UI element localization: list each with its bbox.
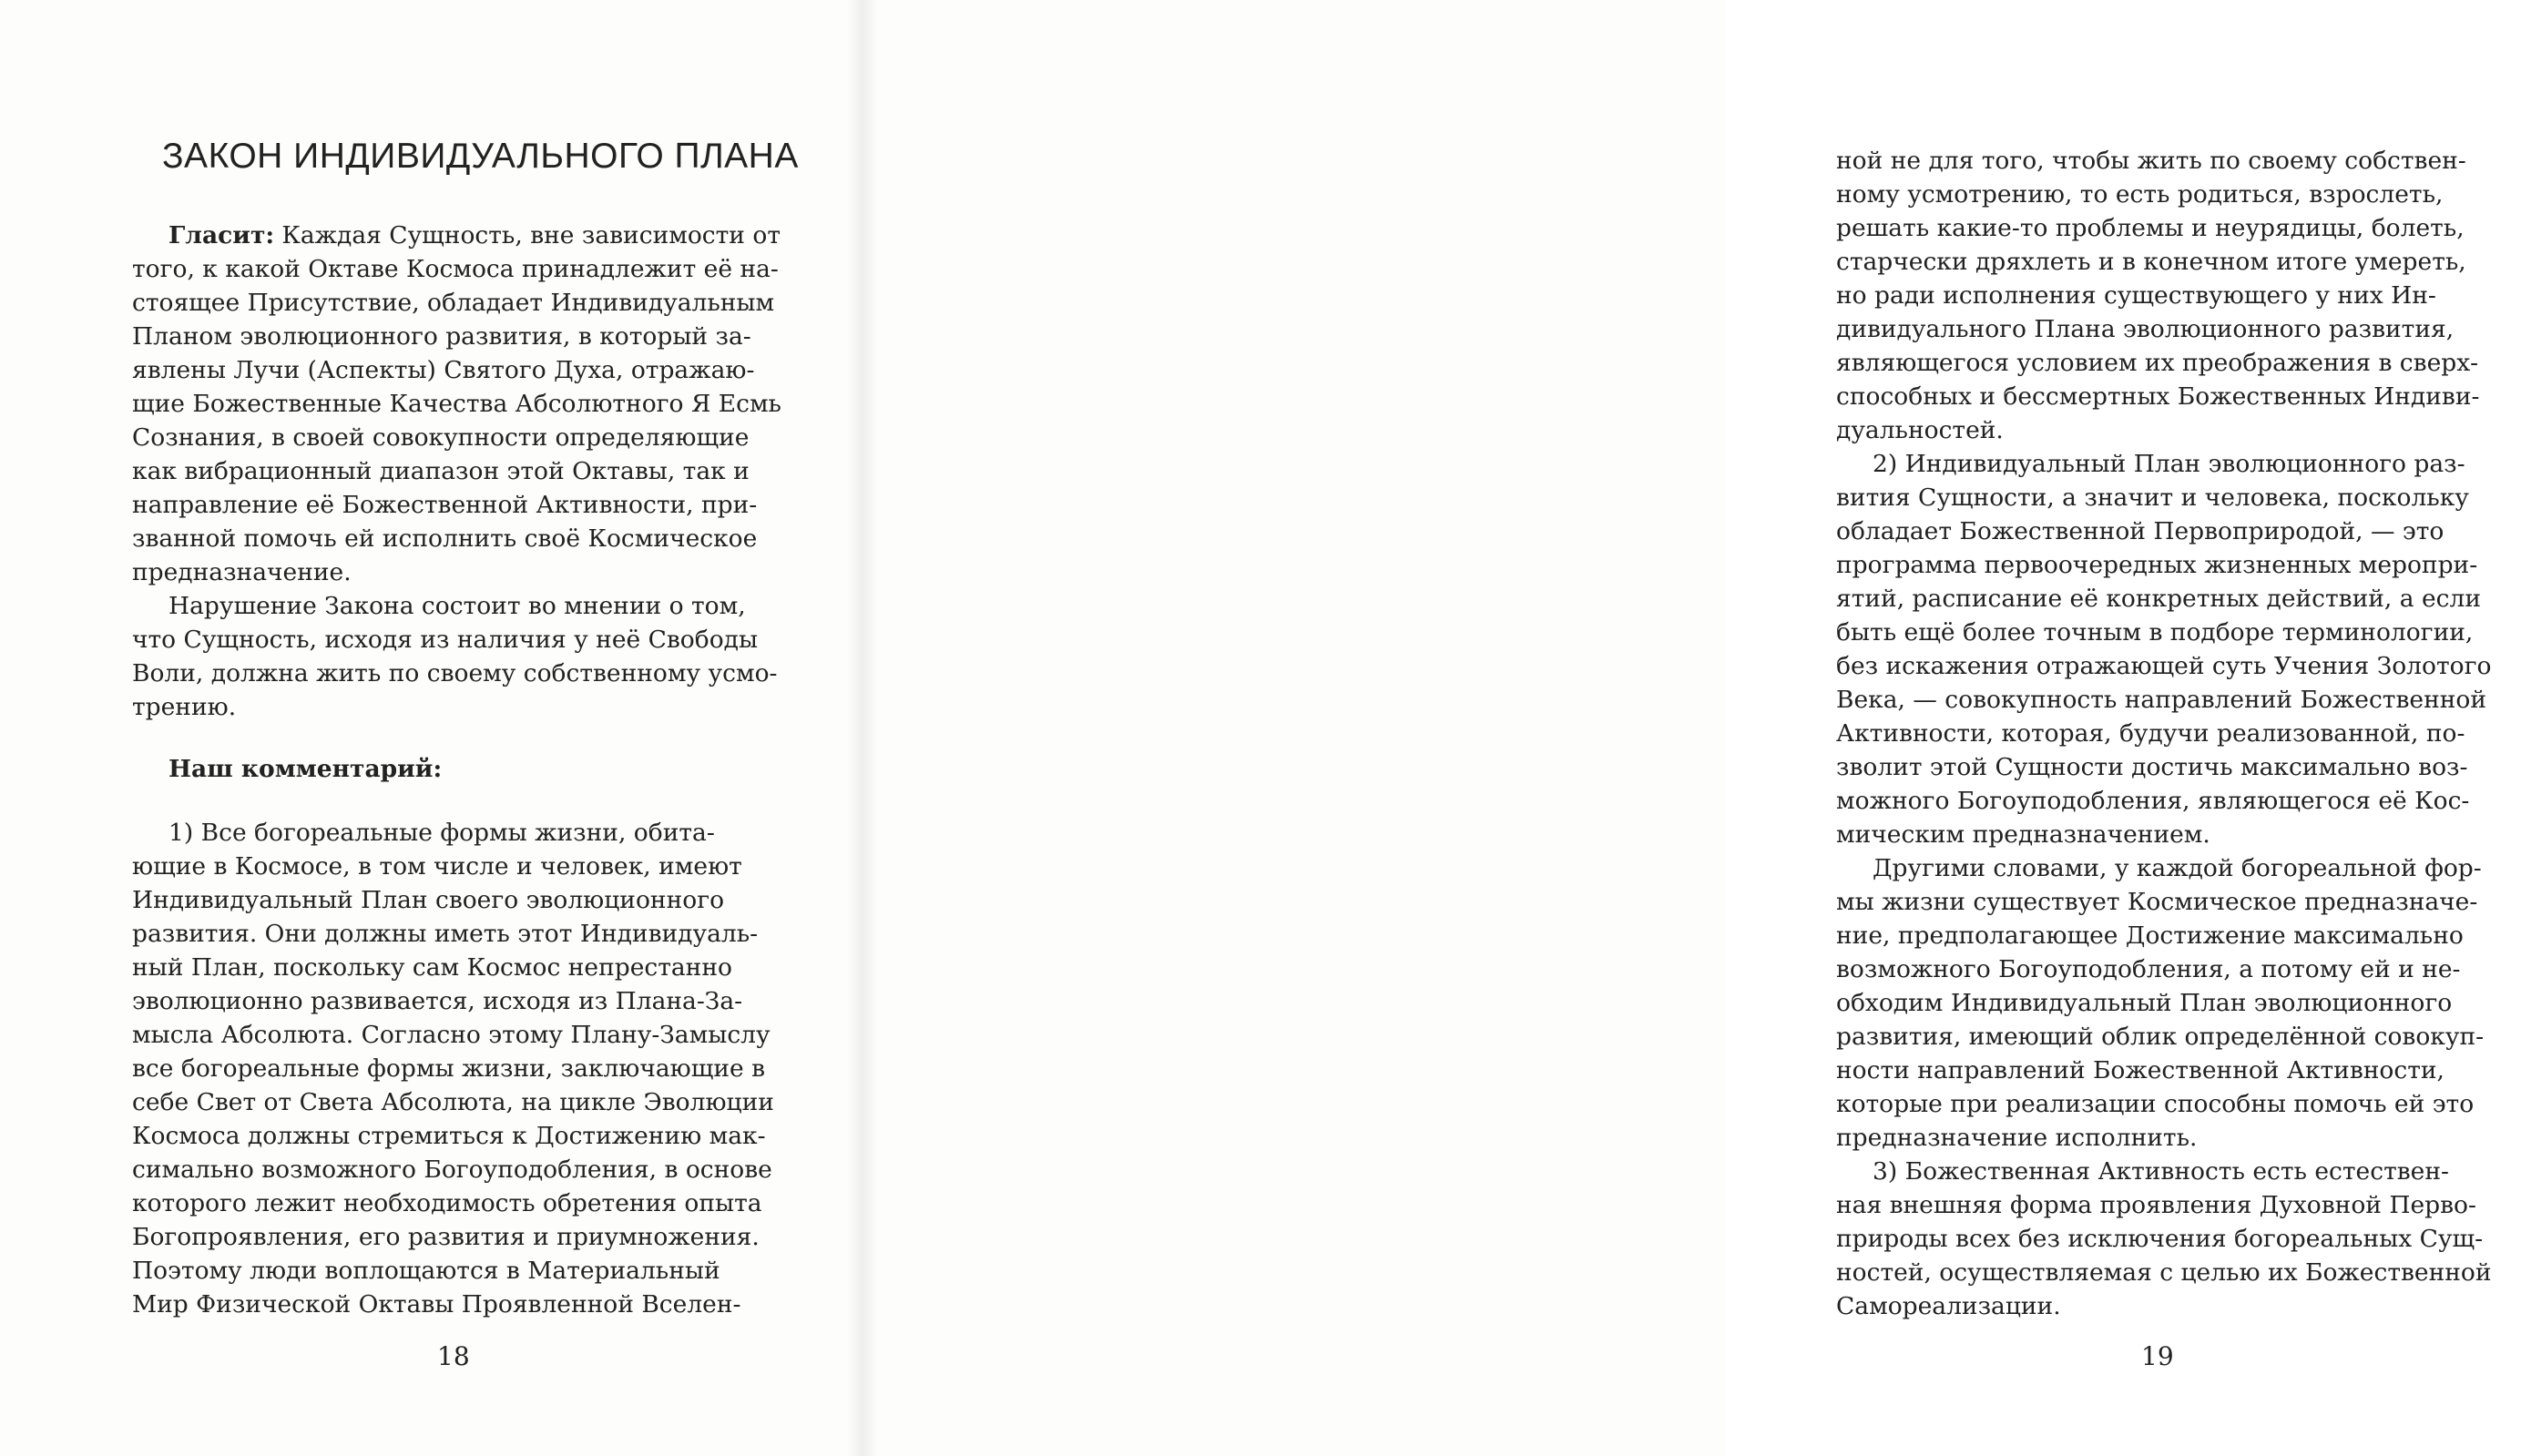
statement-first-line <box>132 219 781 252</box>
text-line: но ради исполнения существующего у них Ин- <box>1836 281 2436 310</box>
page-number-right: 19 <box>2141 1341 2174 1371</box>
text-line: обходим Индивидуальный План эволюционного <box>1836 989 2453 1017</box>
text-line: себе Свет от Света Абсолюта, на цикле Эволюции <box>132 1088 774 1116</box>
text-line: Богопроявления, его развития и приумножения. <box>132 1223 760 1251</box>
text-line: программа первоочередных жизненных меропри- <box>1836 551 2478 579</box>
text-line: способных и бессмертных Божественных Индиви- <box>1836 382 2480 411</box>
text-line: званной помочь ей исполнить своё Космическое <box>132 524 758 553</box>
text-line: Каждая Сущность, вне зависимости от <box>281 221 781 249</box>
text-line: зволит этой Сущности достичь максимально воз- <box>1836 753 2468 781</box>
text-line: ному усмотрению, то есть родиться, взрослеть, <box>1836 180 2444 209</box>
text-line: стоящее Присутствие, обладает Индивидуальным <box>132 289 775 317</box>
text-line: предназначение. <box>132 558 352 586</box>
text-line: Индивидуальный План своего эволюционного <box>132 886 725 914</box>
text-line: ние, предполагающее Достижение максимально <box>1836 921 2464 950</box>
text-line: ный План, поскольку сам Космос непрестанно <box>132 953 732 982</box>
text-line: обладает Божественной Первоприродой, — это <box>1836 517 2444 545</box>
text-line: Сознания, в своей совокупности определяющие <box>132 423 750 452</box>
text-line: предназначение исполнить. <box>1836 1124 2198 1152</box>
text-line: направление её Божественной Активности, при- <box>132 491 758 519</box>
text-line: развития, имеющий облик определённой совокуп- <box>1836 1023 2485 1051</box>
text-line: Космоса должны стремиться к Достижению мак- <box>132 1122 766 1150</box>
text-line: ющие в Космосе, в том числе и человек, имеют <box>132 852 742 881</box>
text-line: можного Богоуподобления, являющегося её Кос- <box>1836 787 2470 815</box>
text-line: щие Божественные Качества Абсолютного Я Есмь <box>132 390 781 418</box>
text-line: дуальностей. <box>1836 416 2004 444</box>
text-line: без искажения отражающей суть Учения Золотого <box>1836 652 2492 680</box>
text-line: что Сущность, исходя из наличия у неё Свободы <box>132 626 759 654</box>
text-line: быть ещё более точным в подборе терминологии, <box>1836 618 2474 647</box>
statement-label: Гласит: <box>168 221 275 249</box>
text-line: Планом эволюционного развития, в который за- <box>132 322 751 351</box>
left-page <box>0 0 862 1456</box>
text-line: ная внешняя форма проявления Духовной Перво- <box>1836 1191 2476 1219</box>
text-line: развития. Они должны иметь этот Индивидуаль- <box>132 920 759 948</box>
text-line: Самореализации. <box>1836 1292 2061 1320</box>
text-line: Века, — совокупность направлений Божественной <box>1836 686 2487 714</box>
text-line: природы всех без исключения богореальных Сущ- <box>1836 1225 2484 1253</box>
text-line: симально возможного Богоуподобления, в основе <box>132 1156 772 1184</box>
text-line: 2) Индивидуальный План эволюционного раз- <box>1873 450 2465 478</box>
text-line: ностей, осуществляемая с целью их Божественной <box>1836 1258 2492 1287</box>
text-line: решать какие-то проблемы и неурядицы, болеть, <box>1836 214 2465 242</box>
text-line: того, к какой Октаве Космоса принадлежит её на- <box>132 255 779 283</box>
text-line: возможного Богоуподобления, а потому ей и не- <box>1836 955 2461 983</box>
text-line: трению. <box>132 693 237 721</box>
text-line: мысла Абсолюта. Согласно этому Плану-Замыслу <box>132 1021 771 1049</box>
comment-heading: Наш комментарий: <box>168 755 443 783</box>
text-line: дивидуального Плана эволюционного развития, <box>1836 315 2455 343</box>
text-line: которого лежит необходимость обретения опыта <box>132 1189 762 1217</box>
text-line: Мир Физической Октавы Проявленной Вселен- <box>132 1290 741 1319</box>
text-line: ятий, расписание её конкретных действий, а если <box>1836 585 2482 613</box>
text-line: мы жизни существует Космическое предназначе- <box>1836 888 2478 916</box>
text-line: старчески дряхлеть и в конечном итоге умереть, <box>1836 248 2466 276</box>
text-line: Нарушение Закона состоит во мнении о том, <box>168 592 746 620</box>
chapter-title: ЗАКОН ИНДИВИДУАЛЬНОГО ПЛАНА <box>162 137 799 176</box>
text-line: все богореальные формы жизни, заключающие в <box>132 1054 766 1083</box>
text-line: мическим предназначением. <box>1836 820 2210 849</box>
right-page <box>862 0 2492 1456</box>
text-line: являющегося условием их преображения в сверх- <box>1836 349 2479 377</box>
text-line: вития Сущности, а значит и человека, поскольку <box>1836 484 2469 512</box>
page-number-left: 18 <box>437 1341 470 1371</box>
text-line: Воли, должна жить по своему собственному усмо- <box>132 659 778 687</box>
text-line: явлены Лучи (Аспекты) Святого Духа, отражаю- <box>132 356 755 384</box>
text-line: ности направлений Божественной Активности, <box>1836 1056 2444 1084</box>
text-line: Активности, которая, будучи реализованной, по- <box>1836 719 2465 748</box>
text-line: ной не для того, чтобы жить по своему собствен- <box>1836 147 2466 175</box>
text-line: как вибрационный диапазон этой Октавы, так и <box>132 457 750 485</box>
text-line: 1) Все богореальные формы жизни, обита- <box>168 819 715 847</box>
text-line: которые при реализации способны помочь ей это <box>1836 1090 2475 1118</box>
text-line: Другими словами, у каждой богореальной фор- <box>1873 854 2482 882</box>
text-line: эволюционно развивается, исходя из Плана-За- <box>132 987 743 1015</box>
text-line: Поэтому люди воплощаются в Материальный <box>132 1257 720 1285</box>
text-line: 3) Божественная Активность есть естествен- <box>1873 1157 2449 1186</box>
